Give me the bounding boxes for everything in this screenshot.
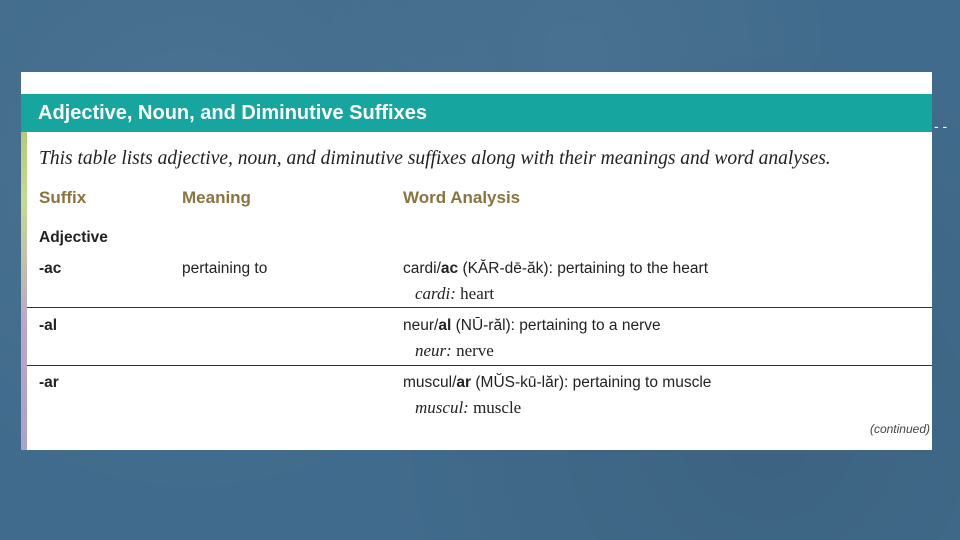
word-root: neur/ [403, 317, 439, 334]
table-intro: This table lists adjective, noun, and diminutive suffixes along with their meanings and word analyses. [39, 148, 831, 169]
word-root: muscul/ [403, 374, 457, 391]
header-word-analysis: Word Analysis [403, 188, 521, 207]
table-image [21, 72, 932, 450]
row-divider [27, 307, 932, 308]
row-word-analysis [403, 260, 708, 278]
row-divider [27, 365, 932, 366]
root-meaning: heart [455, 284, 495, 303]
word-definition: (KĂR-dē-ăk): pertaining to the heart [458, 260, 709, 277]
row-suffix: -ac [39, 260, 62, 277]
root-meaning: muscle [468, 398, 522, 417]
row-root [415, 398, 521, 418]
word-definition: (MŬS-kū-lăr): pertaining to muscle [471, 374, 712, 391]
row-suffix: -ar [39, 374, 59, 391]
slide-mark: - - [934, 118, 948, 134]
word-suffix: ar [456, 374, 472, 391]
header-meaning: Meaning [182, 188, 251, 207]
header-suffix: Suffix [39, 188, 87, 207]
table-title: Adjective, Noun, and Diminutive Suffixes [38, 102, 427, 124]
root-term: muscul: [415, 398, 469, 417]
root-meaning: nerve [451, 341, 494, 360]
row-meaning: pertaining to [182, 260, 268, 277]
continued-note: (continued) [869, 422, 930, 436]
row-suffix: -al [39, 317, 58, 334]
row-root [415, 341, 494, 361]
row-word-analysis [403, 317, 661, 335]
word-suffix: al [438, 317, 452, 334]
word-root: cardi/ [403, 260, 441, 277]
section-adjective: Adjective [39, 229, 108, 246]
word-suffix: ac [440, 260, 459, 277]
word-definition: (NŪ-răl): pertaining to a nerve [451, 317, 661, 334]
row-root [415, 284, 494, 304]
root-term: cardi: [415, 284, 456, 303]
root-term: neur: [415, 341, 452, 360]
row-word-analysis [403, 374, 711, 392]
table-banner [21, 94, 932, 132]
left-accent-stripe [21, 94, 27, 450]
